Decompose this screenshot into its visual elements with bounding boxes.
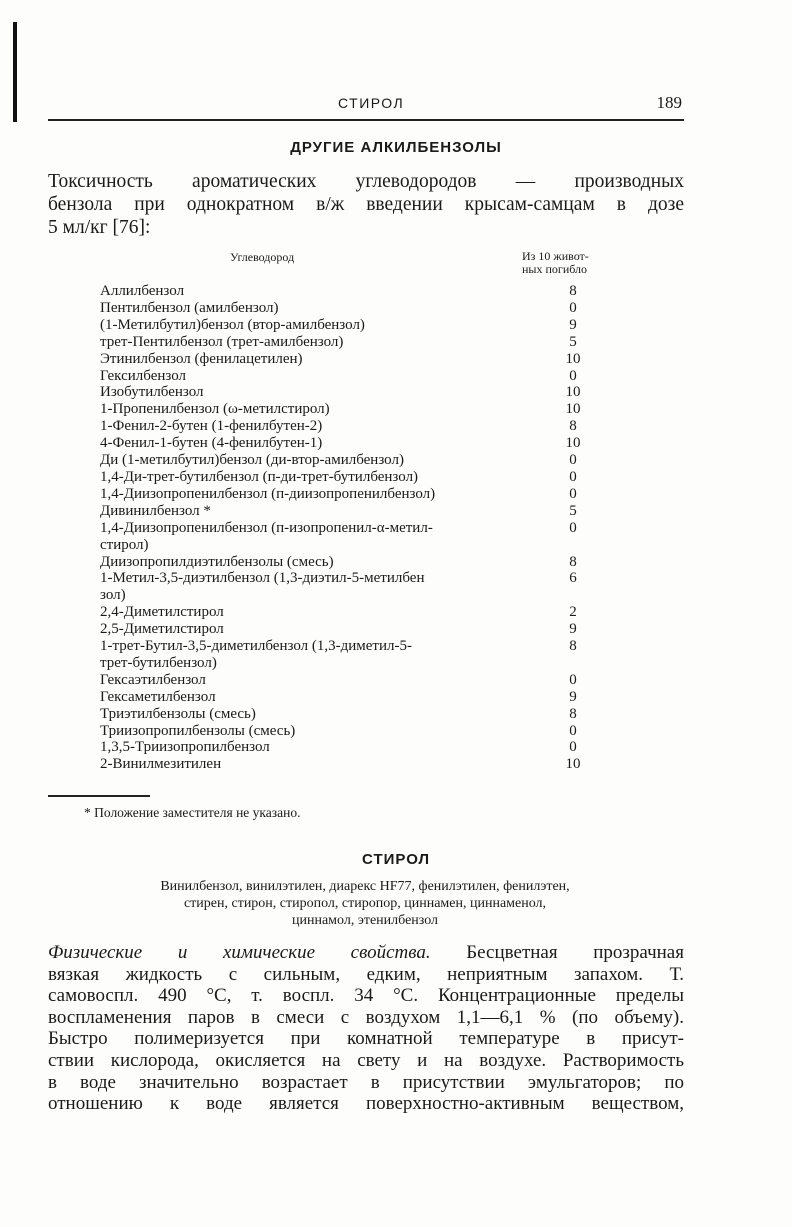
table-row (100, 317, 620, 334)
table-row (100, 452, 620, 469)
compound-name: зол) (100, 587, 126, 604)
table-row (100, 351, 620, 368)
synonyms-block (60, 878, 670, 929)
table-header-deaths-line: Из 10 живот- (522, 249, 589, 263)
compound-name: 4-Фенил-1-бутен (4-фенилбутен-1) (100, 435, 323, 452)
deaths-value: 0 (569, 519, 577, 536)
table-row (100, 723, 620, 740)
deaths-value: 0 (569, 671, 577, 688)
scan-edge-mark (13, 22, 17, 122)
table-row (100, 587, 620, 604)
deaths-value: 10 (565, 350, 581, 367)
properties-line-text: Бесцветная прозрачная (430, 942, 684, 963)
deaths-value: 5 (569, 333, 577, 350)
table-row (100, 706, 620, 723)
deaths-value: 9 (569, 621, 577, 638)
table-header-deaths (522, 250, 589, 276)
compound-name: трет-бутилбензол) (100, 654, 217, 671)
table-row (100, 554, 620, 571)
footnote: * Положение заместителя не указано. (84, 805, 301, 820)
table-row (100, 469, 620, 486)
compound-name: Гексаметилбензол (100, 688, 216, 705)
compound-name: 1,3,5-Триизопропилбензол (100, 739, 270, 756)
page-number: 189 (656, 93, 682, 112)
table-row (100, 368, 620, 385)
synonyms-line: Винилбензол, винилэтилен, диарекс HF77, фенилэтилен, фенилэтен, (160, 879, 570, 894)
deaths-value: 10 (565, 401, 581, 418)
deaths-value: 5 (569, 502, 577, 519)
table-header-hydrocarbon: Углеводород (230, 250, 295, 264)
table-row (100, 638, 620, 655)
properties-line: воспламенения паров в смеси с воздухом 1,1—6,1 % (по объему). (48, 1006, 684, 1028)
table-row (100, 283, 620, 300)
table-row (100, 401, 620, 418)
table-row (100, 655, 620, 672)
properties-line: вязкая жидкость с сильным, едким, неприятным запахом. Т. (48, 963, 684, 985)
footnote-divider (48, 795, 150, 797)
properties-line (48, 942, 684, 964)
deaths-value: 8 (569, 638, 577, 655)
table-row (100, 503, 620, 520)
section-heading-styrene: СТИРОЛ (361, 851, 431, 868)
properties-line: ствии кислорода, окисляется на свету и на воздухе. Растворимость (48, 1049, 684, 1071)
table-row (100, 537, 620, 554)
table-row (100, 672, 620, 689)
running-title: СТИРОЛ (338, 95, 405, 111)
table-row (100, 621, 620, 638)
compound-name: Пентилбензол (амилбензол) (100, 299, 279, 316)
intro-line: 5 мл/кг [76]: (48, 217, 151, 238)
compound-name: Гексаэтилбензол (100, 671, 206, 688)
deaths-value: 0 (569, 299, 577, 316)
compound-name: Аллилбензол (100, 283, 185, 299)
compound-name: 2,4-Диметилстирол (100, 604, 224, 621)
compound-name: (1-Метилбутил)бензол (втор-амилбензол) (100, 316, 365, 333)
table-row (100, 334, 620, 351)
deaths-value: 10 (565, 384, 581, 401)
compound-name: Этинилбензол (фенилацетилен) (100, 350, 303, 367)
deaths-value: 0 (569, 452, 577, 469)
table-row (100, 300, 620, 317)
deaths-value: 2 (569, 604, 577, 621)
deaths-value: 0 (569, 739, 577, 756)
deaths-value: 8 (569, 553, 577, 570)
deaths-value: 9 (569, 688, 577, 705)
compound-name: Ди (1-метилбутил)бензол (ди-втор-амилбензол) (100, 452, 404, 469)
compound-name: Триэтилбензолы (смесь) (100, 705, 256, 722)
table-row (100, 435, 620, 452)
compound-name: 1,4-Ди-трет-бутилбензол (п-ди-трет-бутилбензол) (100, 468, 419, 485)
deaths-value: 0 (569, 485, 577, 502)
compound-name: 1-трет-Бутил-3,5-диметилбензол (1,3-диметил-5- (100, 638, 412, 655)
compound-name: Гексилбензол (100, 367, 187, 384)
table-row (100, 756, 620, 773)
deaths-value: 8 (569, 705, 577, 722)
table-row (100, 739, 620, 756)
deaths-value: 10 (565, 756, 581, 773)
deaths-value: 10 (565, 435, 581, 452)
compound-name: 1-Пропенилбензол (ω-метилстирол) (100, 401, 330, 418)
toxicity-table (100, 283, 620, 773)
compound-name: трет-Пентилбензол (трет-амилбензол) (100, 333, 344, 350)
compound-name: 2-Винилмезитилен (100, 756, 222, 773)
compound-name: 1-Фенил-2-бутен (1-фенилбутен-2) (100, 418, 323, 435)
intro-line: Токсичность ароматических углеводородов — производных (48, 171, 684, 192)
synonyms-line: циннамол, этенилбензол (291, 913, 439, 928)
table-header-deaths-line: ных погибло (522, 262, 588, 276)
running-header (48, 93, 684, 121)
intro-line: бензола при однократном в/ж введении крысам-самцам в дозе (48, 194, 684, 215)
properties-line: Быстро полимеризуется при комнатной температуре в присут- (48, 1028, 684, 1050)
table-row (100, 418, 620, 435)
compound-name: 1-Метил-3,5-диэтилбензол (1,3-диэтил-5-метилбен (100, 570, 425, 587)
compound-name: Диизопропилдиэтилбензолы (смесь) (100, 553, 334, 570)
deaths-value: 8 (569, 283, 577, 299)
intro-paragraph (48, 170, 684, 239)
properties-line: отношению к воде является поверхностно-активным веществом, (48, 1093, 684, 1115)
table-row (100, 486, 620, 503)
deaths-value: 6 (569, 570, 577, 587)
synonyms-line: стирен, стирон, стиропол, стиропор, циннамен, циннаменол, (183, 896, 547, 911)
properties-lead: Физические и химические свойства. (48, 942, 431, 963)
deaths-value: 0 (569, 367, 577, 384)
table-row (100, 520, 620, 537)
table-row (100, 689, 620, 706)
compound-name: Дивинилбензол * (100, 502, 211, 519)
compound-name: 1,4-Диизопропенилбензол (п-диизопропенилбензол) (100, 485, 436, 502)
compound-name: 2,5-Диметилстирол (100, 621, 224, 638)
deaths-value: 0 (569, 468, 577, 485)
section-heading-other-alkylbenzenes: ДРУГИЕ АЛКИЛБЕНЗОЛЫ (290, 139, 502, 156)
properties-line: самовоспл. 490 °С, т. воспл. 34 °С. Концентрационные пределы (48, 985, 684, 1007)
compound-name: Триизопропилбензолы (смесь) (100, 722, 296, 739)
table-row (100, 604, 620, 621)
compound-name: стирол) (100, 536, 149, 553)
deaths-value: 0 (569, 722, 577, 739)
compound-name: 1,4-Диизопропенилбензол (п-изопропенил-α-метил- (100, 519, 433, 536)
deaths-value: 9 (569, 316, 577, 333)
properties-paragraph (48, 942, 684, 1115)
properties-line: в воде значительно возрастает в присутствии эмульгаторов; по (48, 1071, 684, 1093)
deaths-value: 8 (569, 418, 577, 435)
compound-name: Изобутилбензол (100, 384, 204, 401)
table-row (100, 570, 620, 587)
table-row (100, 384, 620, 401)
